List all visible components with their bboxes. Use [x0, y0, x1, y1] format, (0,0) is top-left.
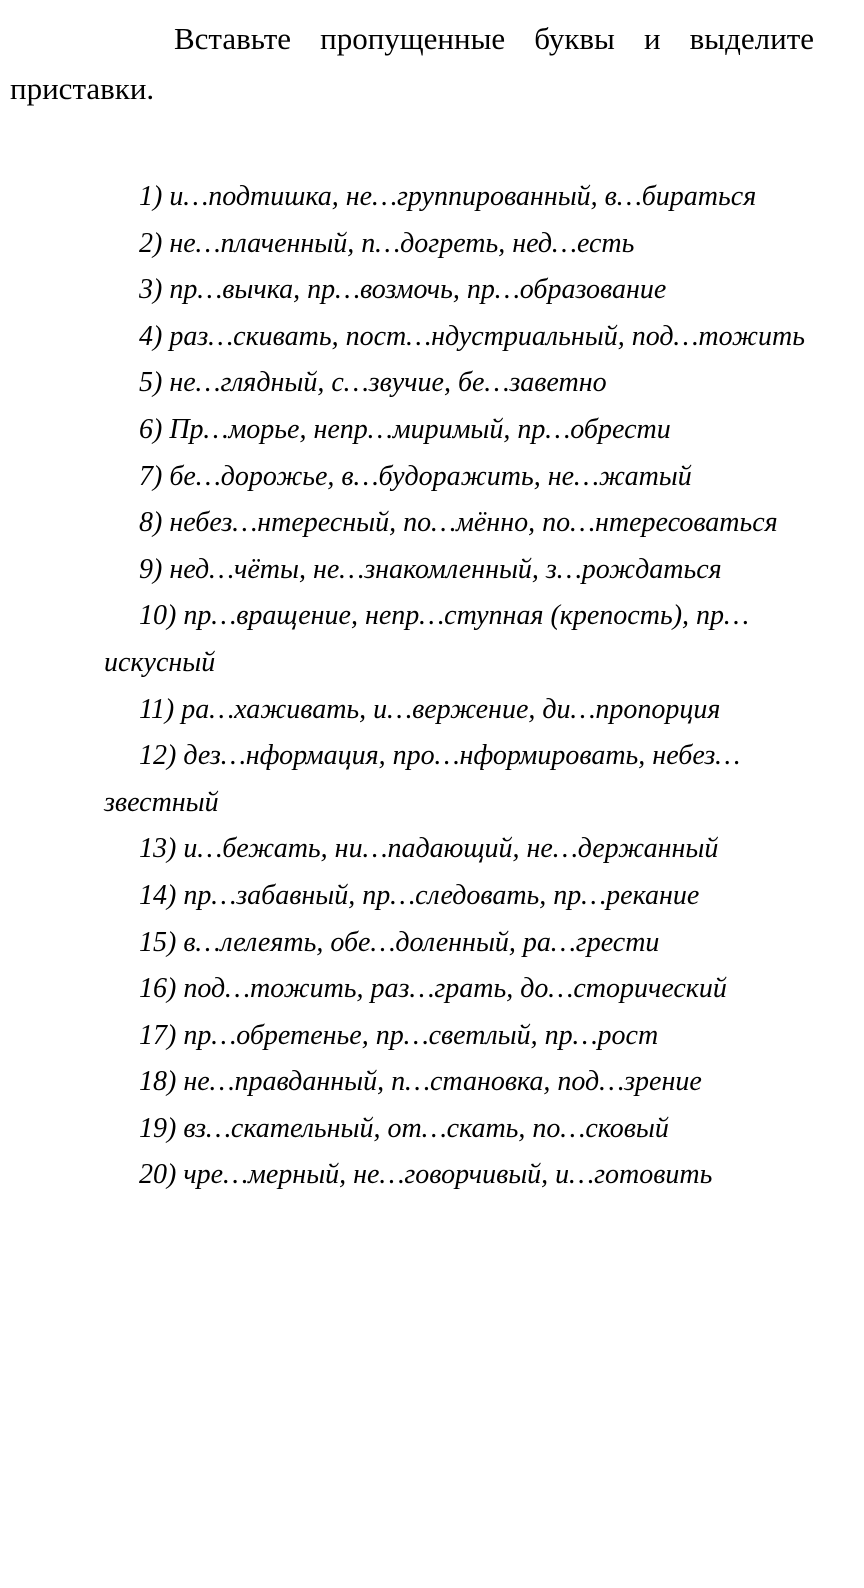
exercise-item-1: 1) и…подтишка, не…группированный, в…бираться — [139, 181, 757, 212]
exercise-item-16: 16) под…тожить, раз…грать, до…сторический — [139, 973, 727, 1005]
exercise-item-8: 8) небез…нтересный, по…мённо, по…нтересоваться — [139, 507, 778, 539]
exercise-item-11: 11) ра…хаживать, и…вержение, ди…пропорция — [139, 693, 721, 725]
exercise-item-13: 13) и…бежать, ни…падающий, не…держанный — [139, 833, 719, 865]
exercise-item-6: 6) Пр…морье, непр…миримый, пр…обрести — [139, 413, 671, 445]
exercise-item-19: 19) вз…скательный, от…скать, по…сковый — [139, 1112, 669, 1144]
exercise-item-20: 20) чре…мерный, не…говорчивый, и…готовить — [139, 1159, 713, 1191]
exercise-item-18: 18) не…правданный, п…становка, под…зрение — [139, 1066, 702, 1098]
exercise-list — [104, 174, 824, 1199]
exercise-item-12: 12) дез…нформация, про…нформировать, небез…звестный — [104, 740, 741, 818]
exercise-item-14: 14) пр…забавный, пр…следовать, пр…рекание — [139, 879, 700, 911]
exercise-item-5: 5) не…глядный, с…звучие, бе…заветно — [139, 367, 607, 399]
exercise-item-3: 3) пр…вычка, пр…возмочь, пр…образование — [139, 274, 667, 306]
exercise-item-7: 7) бе…дорожье, в…будоражить, не…жатый — [139, 460, 692, 492]
exercise-item-15: 15) в…лелеять, обе…доленный, ра…грести — [139, 926, 660, 958]
instruction-text: Вставьте пропущенные буквы и выделите приставки. — [10, 21, 814, 106]
exercise-item-9: 9) нед…чёты, не…знакомленный, з…рождаться — [139, 553, 722, 585]
exercise-item-2: 2) не…плаченный, п…догреть, нед…есть — [139, 227, 635, 259]
exercise-item-4: 4) раз…скивать, пост…ндустриальный, под…тожить — [139, 320, 805, 352]
exercise-item-17: 17) пр…обретенье, пр…светлый, пр…рост — [139, 1019, 659, 1051]
exercise-item-10: 10) пр…вращение, непр…ступная (крепость), пр…искусный — [104, 600, 749, 678]
